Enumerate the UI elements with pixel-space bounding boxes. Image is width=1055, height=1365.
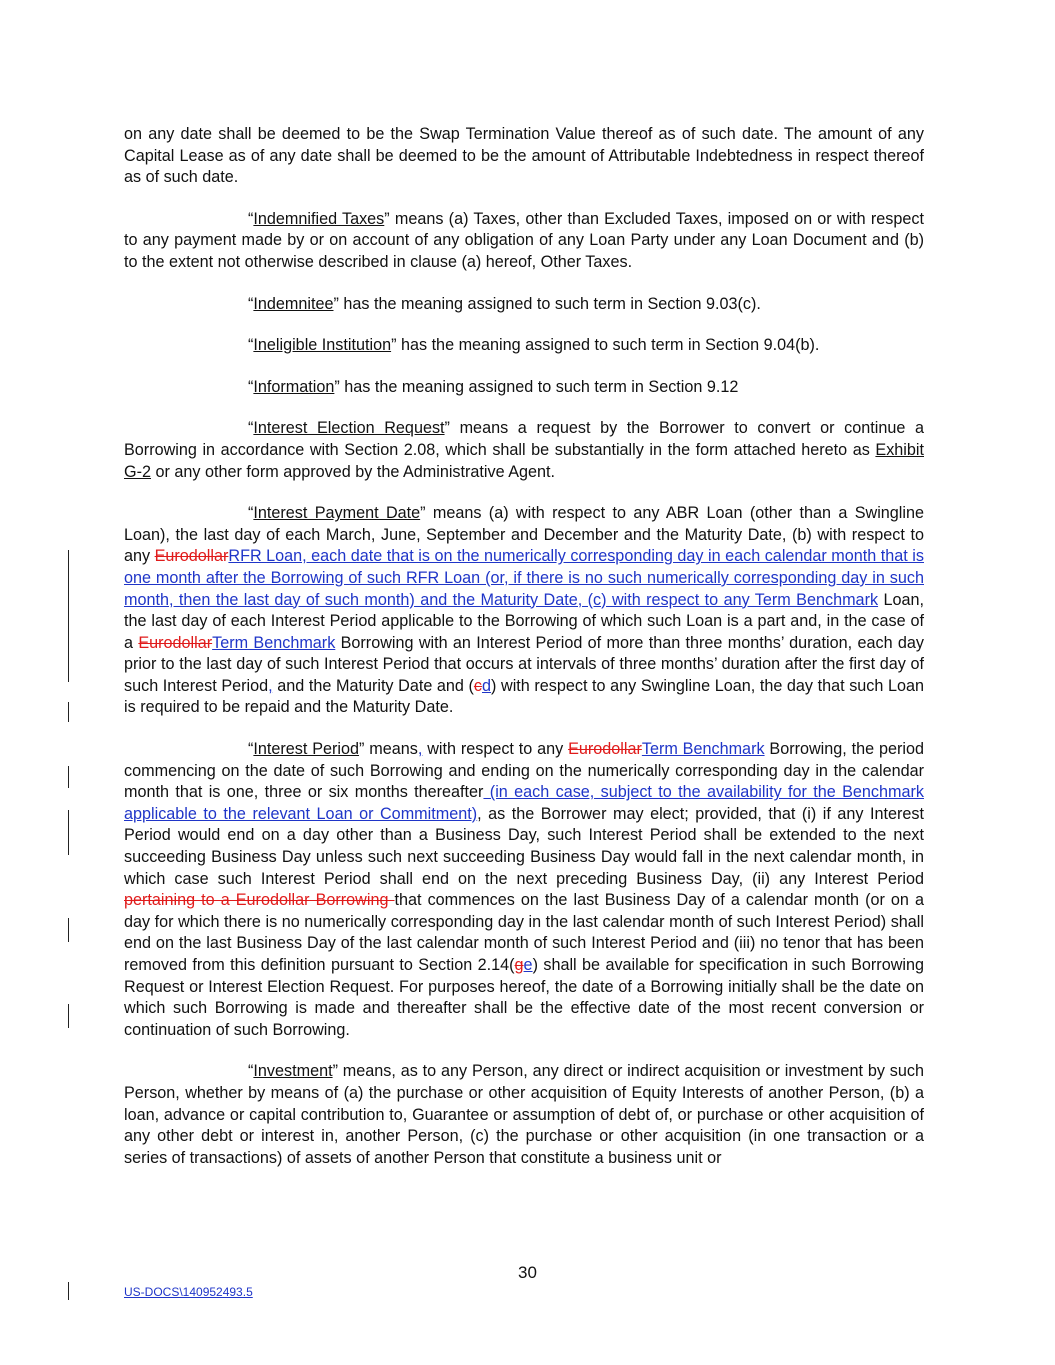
definition-ineligible-institution: “Ineligible Institution” has the meaning assigned to such term in Section 9.04(b).: [248, 336, 820, 355]
defined-term: Interest Election Request: [253, 419, 445, 438]
change-bar: [68, 810, 69, 855]
defined-term: Ineligible Institution: [253, 336, 392, 355]
defined-term: Information: [253, 377, 335, 396]
definition-text: ” has the meaning assigned to such term in Section 9.04(b).: [391, 336, 820, 355]
definition-text: Borrowing, the period commencing on the date of such Borrowing and ending on the numerically corresponding day in the calendar month that is one, three or six months thereafter: [124, 740, 924, 802]
deleted-text: Eurodollar: [154, 547, 229, 566]
definition-text: ” means a request by the Borrower to convert or continue a Borrowing in accordance with Section 2.08, which shall be substantially in the form attached hereto as: [124, 419, 924, 459]
definition-interest-election-request: “Interest Election Request” means a request by the Borrower to convert or continue a Borrowing in accordance with Section 2.08, which shall be substantially in the form attached hereto as Exhibit G-2 or any other form approved by the Administrative Agent.: [124, 419, 924, 481]
defined-term: Indemnitee: [253, 294, 334, 313]
deleted-text: Eurodollar: [568, 740, 642, 759]
page-number: 30: [518, 1263, 537, 1282]
definition-text: ) shall be available for specification in such Borrowing Request or Interest Election Request. For purposes hereof, the date of a Borrowing initially shall be the date on which such Borrowing is made and thereafter shall be the effective date of the most recent conversion or continuation of such Borrowing.: [124, 956, 924, 1039]
change-bar: [68, 1282, 69, 1300]
definition-indemnitee: “Indemnitee” has the meaning assigned to such term in Section 9.03(c).: [248, 294, 761, 313]
change-bar: [68, 766, 69, 788]
inserted-text: Term Benchmark: [641, 740, 765, 759]
inserted-text: ,: [417, 740, 423, 759]
definition-interest-period: “Interest Period” means, with respect to any EurodollarTerm Benchmark Borrowing, the period commencing on the date of such Borrowing and ending on the numerically corresponding day in the calendar month that is one, three or six months thereafter (in each case, subject to the availability for the Benchmark applicable to the relevant Loan or Commitment), as the Borrower may elect; provided, that (i) if any Interest Period would end on a day other than a Business Day, such Interest Period shall be extended to the next succeeding Business Day unless such next succeeding Business Day would fall in the next calendar month, in which case such Interest Period shall end on the next preceding Business Day, (ii) any Interest Period pertaining to a Eurodollar Borrowing that commences on the last Business Day of a calendar month (or on a day for which there is no numerically corresponding day in the last calendar month of such Interest Period) shall end on the last Business Day of the last calendar month of such Interest Period and (iii) no tenor that has been removed from this definition pursuant to Section 2.14(ge) shall be available for specification in such Borrowing Request or Interest Election Request. For purposes hereof, the date of a Borrowing initially shall be the date on which such Borrowing is made and thereafter shall be the effective date of the most recent conversion or continuation of such Borrowing.: [124, 740, 925, 1039]
definition-text: ) with respect to any Swingline Loan, the day that such Loan is required to be repaid and the Maturity Date.: [124, 676, 925, 717]
change-bar: [68, 550, 69, 682]
definition-text: ” has the meaning assigned to such term in Section 9.12: [334, 377, 739, 396]
paragraph-text: on any date shall be deemed to be the Swap Termination Value thereof as of such date. The amount of any Capital Lease as of any date shall be deemed to be the amount of Attributable Indebtedness in respect thereof as of such date.: [124, 125, 924, 187]
definition-interest-payment-date: “Interest Payment Date” means (a) with respect to any ABR Loan (other than a Swingline Loan), the last day of each March, June, September and December and the Maturity Date, (b) with respect to any EurodollarRFR Loan, each date that is on the numerically corresponding day in each calendar month that is one month after the Borrowing of such RFR Loan (or, if there is no such numerically corresponding day in such month, then the last day of such month) and the Maturity Date, (c) with respect to any Term Benchmark Loan, the last day of each Interest Period applicable to the Borrowing of which such Loan is a part and, in the case of a EurodollarTerm Benchmark Borrowing with an Interest Period of more than three months’ duration, each day prior to the last day of such Interest Period that occurs at intervals of three months’ duration after the first day of such Interest Period, and the Maturity Date and (cd) with respect to any Swingline Loan, the day that such Loan is required to be repaid and the Maturity Date.: [124, 504, 925, 717]
definition-text: ” means (a) with respect to any ABR Loan (other than a Swingline Loan), the last day of each March, June, September and December and the Maturity Date, (b) with respect to any: [124, 504, 924, 566]
defined-term: Indemnified Taxes: [253, 209, 385, 228]
change-bar: [68, 1004, 69, 1028]
definition-text: with respect to any: [422, 740, 569, 759]
defined-term: Interest Payment Date: [253, 504, 421, 523]
definition-text: that commences on the last Business Day of a calendar month (or on a day for which there is no numerically corresponding day in the last calendar month of such Interest Period) shall end on the last Business Day of the last calendar month of such Interest Period and (iii) no tenor that has been removed from this definition pursuant to Section 2.14(: [124, 891, 924, 974]
document-id-link[interactable]: US-DOCS\140952493.5: [124, 1285, 253, 1299]
definition-investment: “Investment” means, as to any Person, any direct or indirect acquisition or investment by such Person, whether by means of (a) the purchase or other acquisition of Equity Interests of another Person, (b) a loan, advance or capital contribution to, Guarantee or assumption of debt of, or purchase or other acquisition of any other debt or interest in, another Person, (c) the purchase or other acquisition (in one transaction or a series of transactions) of assets of another Person that constitute a business unit or: [124, 1062, 924, 1167]
definition-indemnified-taxes: “Indemnified Taxes” means (a) Taxes, other than Excluded Taxes, imposed on or with respect to any payment made by or on account of any obligation of any Loan Party under any Loan Document and (b) to the extent not otherwise described in clause (a) hereof, Other Taxes.: [124, 209, 924, 271]
definition-text: and the Maturity Date and (: [272, 676, 474, 695]
change-bar: [68, 918, 69, 942]
inserted-text: d: [482, 676, 492, 695]
defined-term: Investment: [253, 1062, 333, 1081]
definition-text: Loan, the last day of each Interest Period applicable to the Borrowing of which such Loan is a part and, in the case of a: [124, 590, 924, 652]
deleted-text: g: [514, 956, 524, 974]
definition-text: ” means (a) Taxes, other than Excluded Taxes, imposed on or with respect to any payment made by or on account of any obligation of any Loan Party under any Loan Document and (b) to the extent not otherwise described in clause (a) hereof, Other Taxes.: [124, 209, 924, 271]
defined-term: Interest Period: [253, 740, 360, 759]
inserted-text: e: [523, 956, 533, 974]
inserted-text: Term Benchmark: [212, 633, 336, 652]
definition-text: ” has the meaning assigned to such term in Section 9.03(c).: [333, 294, 761, 313]
change-bar: [68, 702, 69, 722]
definition-information: “Information” has the meaning assigned to such term in Section 9.12: [248, 377, 739, 396]
deleted-text: c: [473, 676, 482, 695]
document-body: [124, 124, 924, 1189]
inserted-text: (in each case, subject to the availability for the Benchmark applicable to the relevant Loan or Commitment): [124, 783, 924, 823]
definition-text: Borrowing with an Interest Period of more than three months’ duration, each day prior to the last day of such Interest Period that occurs at intervals of three months’ duration after the first day of such Interest Period: [124, 633, 924, 695]
deleted-text: Eurodollar: [138, 633, 213, 652]
inserted-text: ,: [268, 676, 273, 695]
paragraph-continuation: [124, 124, 924, 189]
definition-text: ” means: [359, 740, 418, 759]
inserted-text: RFR Loan, each date that is on the numerically corresponding day in each calendar month that is one month after the Borrowing of such RFR Loan (or, if there is no such numerically corresponding day in such month, then the last day of such month) and the Maturity Date, (c) with respect to any Term Benchmark: [124, 547, 924, 609]
exhibit-reference: Exhibit G-2: [124, 440, 924, 481]
deleted-text: pertaining to a Eurodollar Borrowing: [124, 891, 395, 910]
definition-text: ” means, as to any Person, any direct or indirect acquisition or investment by such Person, whether by means of (a) the purchase or other acquisition of Equity Interests of another Person, (b) a loan, advance or capital contribution to, Guarantee or assumption of debt of, or purchase or other acquisition of any other debt or interest in, another Person, (c) the purchase or other acquisition (in one transaction or a series of transactions) of assets of another Person that constitute a business unit or: [124, 1062, 924, 1167]
definition-text: , as the Borrower may elect; provided, that (i) if any Interest Period would end on a day other than a Business Day, such Interest Period shall be extended to the next succeeding Business Day unless such next succeeding Business Day would fall in the next calendar month, in which case such Interest Period shall end on the next preceding Business Day, (ii) any Interest Period: [124, 804, 925, 888]
definition-text: or any other form approved by the Administrative Agent.: [151, 462, 556, 481]
